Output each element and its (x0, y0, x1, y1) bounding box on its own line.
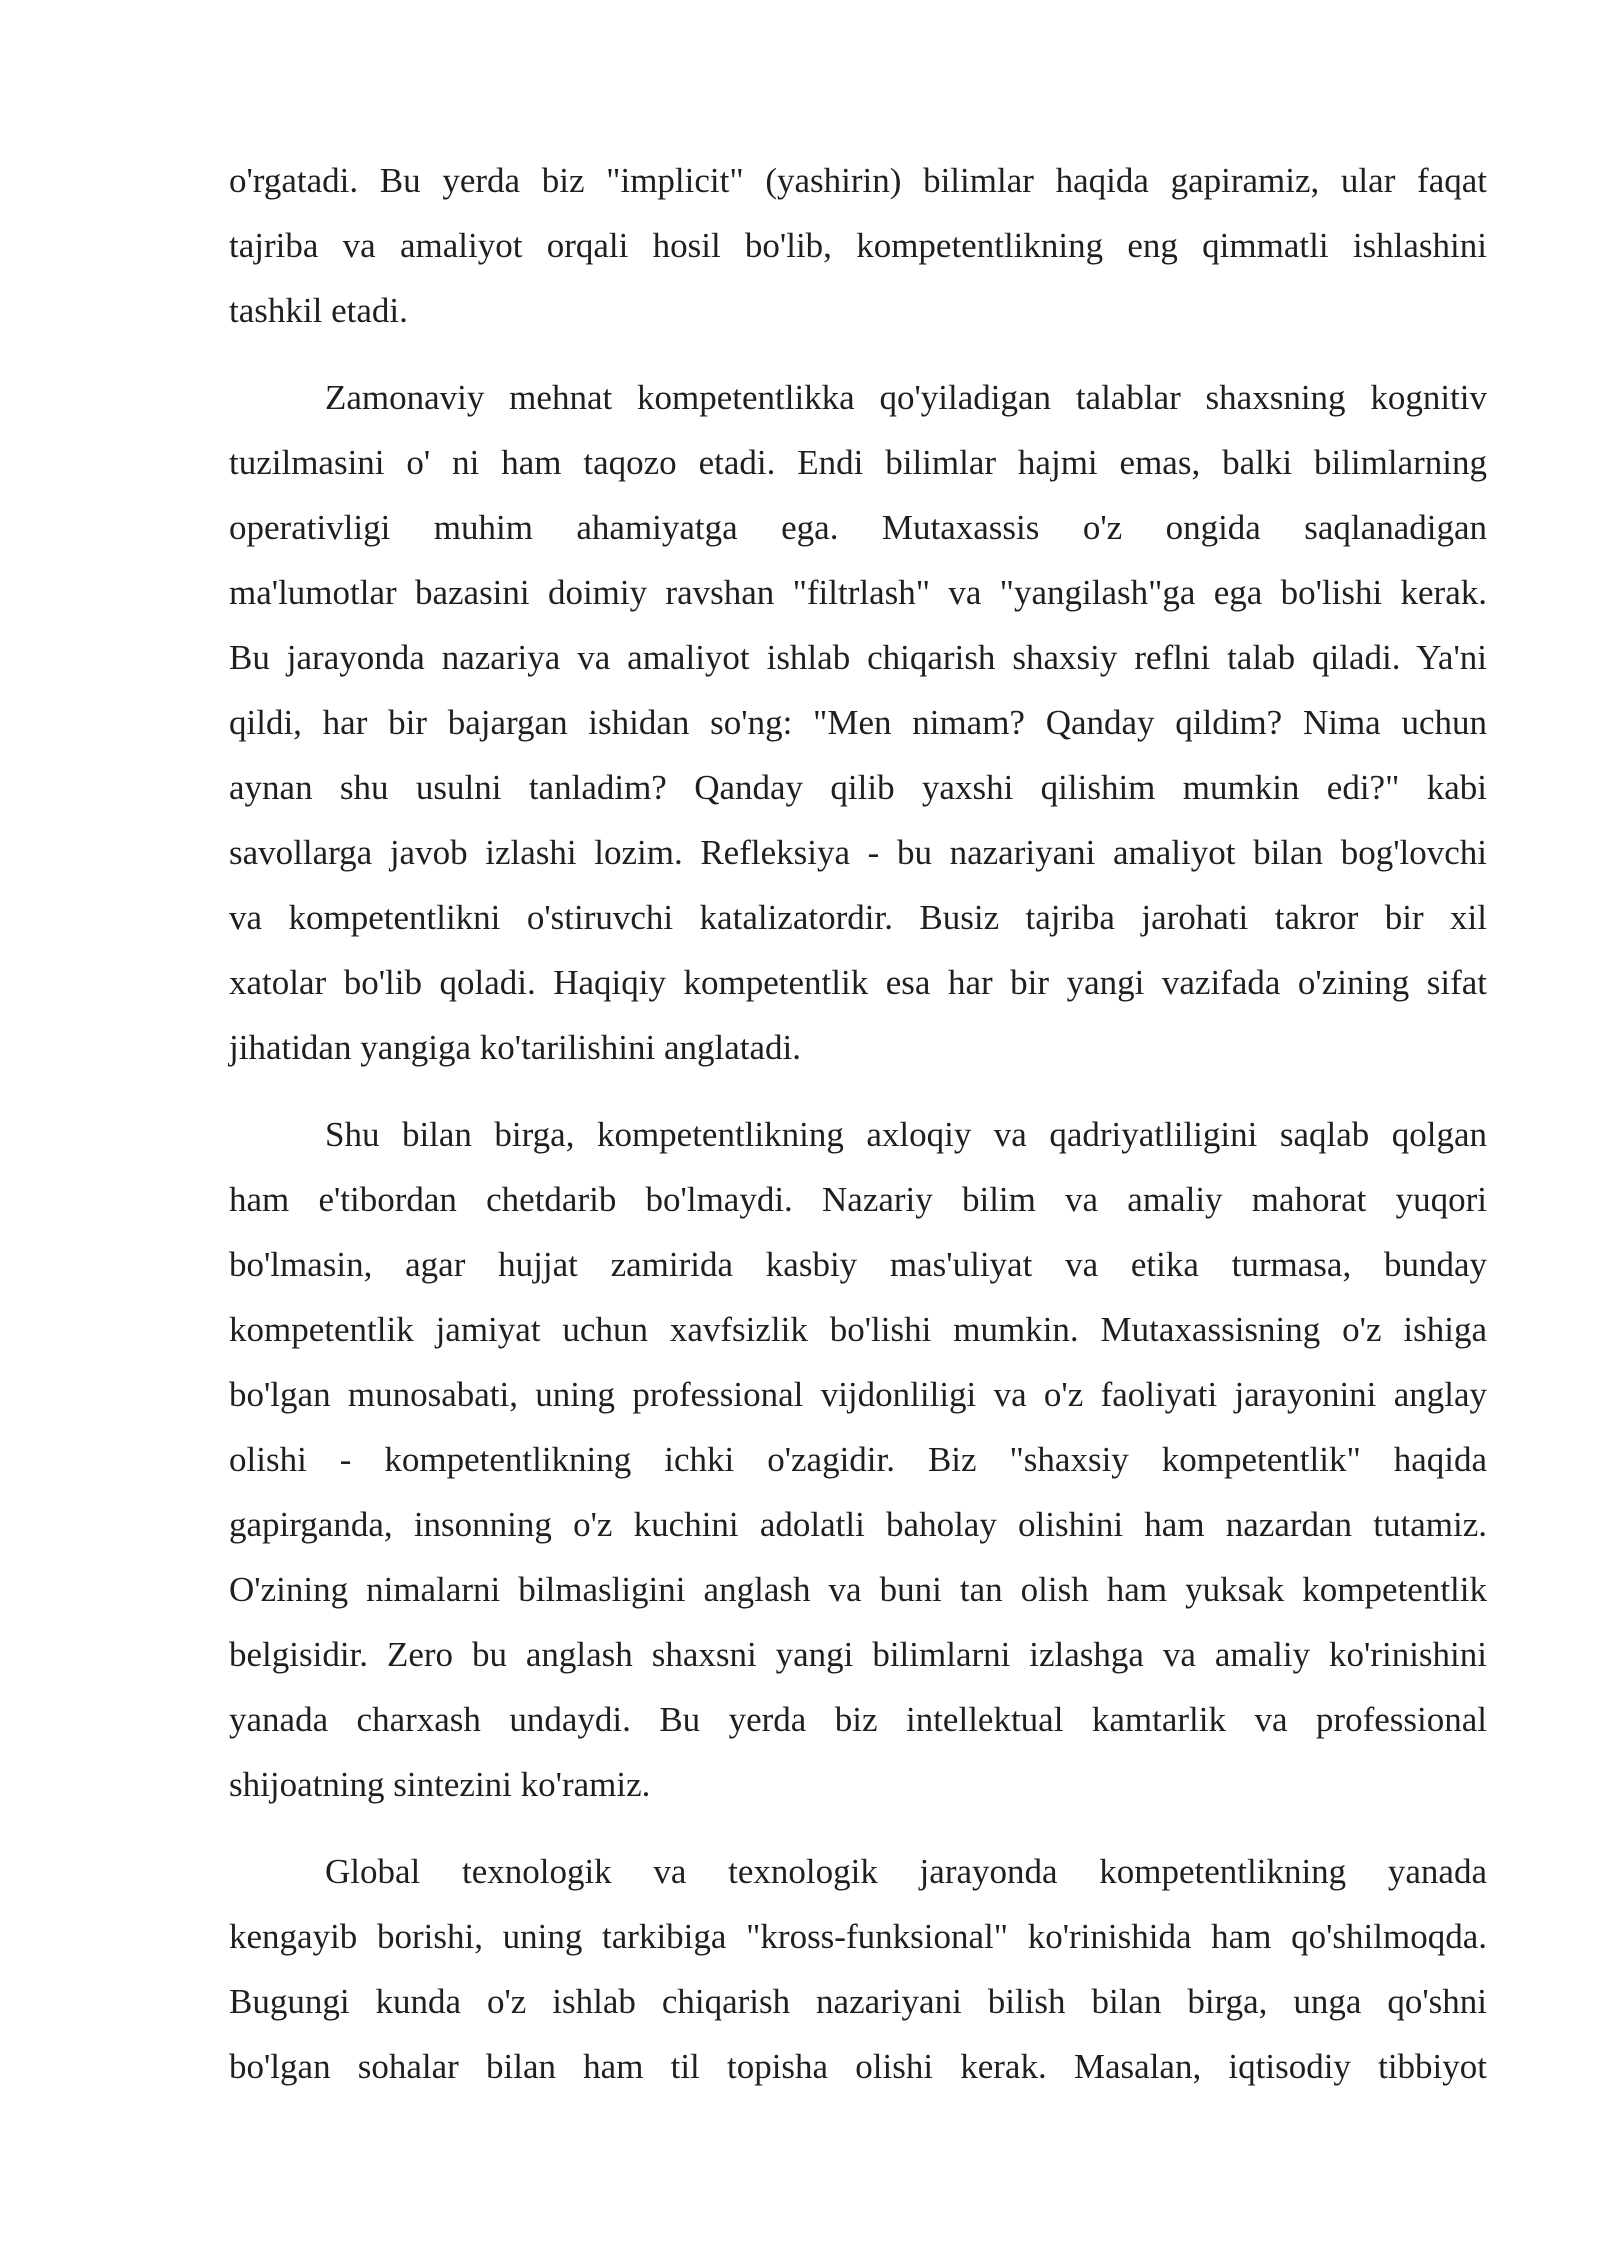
text-line: savollarga javob izlashi lozim. Refleksiya - bu nazariyani amaliyot bilan bog'lovchi (229, 833, 1487, 872)
text-line: Global texnologik va texnologik jarayonda kompetentlikning yanada (325, 1852, 1487, 1891)
text-line: qildi, har bir bajargan ishidan so'ng: "Men nimam? Qanday qildim? Nima uchun (229, 703, 1487, 742)
text-line: Shu bilan birga, kompetentlikning axloqiy va qadriyatliligini saqlab qolgan (325, 1115, 1487, 1154)
text-line: aynan shu usulni tanladim? Qanday qilib yaxshi qilishim mumkin edi?" kabi (229, 768, 1487, 807)
text-line: bo'lgan munosabati, uning professional vijdonliligi va o'z faoliyati jarayonini anglay (229, 1375, 1487, 1414)
text-line: tajriba va amaliyot orqali hosil bo'lib, kompetentlikning eng qimmatli ishlashini (229, 226, 1487, 265)
text-line: ma'lumotlar bazasini doimiy ravshan "filtrlash" va "yangilash"ga ega bo'lishi kerak. (229, 573, 1487, 612)
text-line: kompetentlik jamiyat uchun xavfsizlik bo'lishi mumkin. Mutaxassisning o'z ishiga (229, 1310, 1487, 1349)
text-line: o'rgatadi. Bu yerda biz "implicit" (yashirin) bilimlar haqida gapiramiz, ular faqat (229, 161, 1487, 200)
paragraph-2 (229, 365, 1487, 1080)
text-line: yanada charxash undaydi. Bu yerda biz intellektual kamtarlik va professional (229, 1700, 1487, 1739)
text-line: jihatidan yangiga ko'tarilishini anglatadi. (229, 1028, 801, 1067)
text-line: olishi - kompetentlikning ichki o'zagidir. Biz "shaxsiy kompetentlik" haqida (229, 1440, 1487, 1479)
text-line: bo'lmasin, agar hujjat zamirida kasbiy mas'uliyat va etika turmasa, bunday (229, 1245, 1487, 1284)
text-line: Bugungi kunda o'z ishlab chiqarish nazariyani bilish bilan birga, unga qo'shni (229, 1982, 1487, 2021)
paragraph-1 (229, 148, 1487, 343)
body-text (229, 148, 1487, 2121)
text-line: bo'lgan sohalar bilan ham til topisha olishi kerak. Masalan, iqtisodiy tibbiyot (229, 2047, 1487, 2086)
text-line: gapirganda, insonning o'z kuchini adolatli baholay olishini ham nazardan tutamiz. (229, 1505, 1487, 1544)
text-line: xatolar bo'lib qoladi. Haqiqiy kompetentlik esa har bir yangi vazifada o'zining sifat (229, 963, 1487, 1002)
text-line: Zamonaviy mehnat kompetentlikka qo'yiladigan talablar shaxsning kognitiv (325, 378, 1487, 417)
text-line: belgisidir. Zero bu anglash shaxsni yangi bilimlarni izlashga va amaliy ko'rinishini (229, 1635, 1487, 1674)
text-line: operativligi muhim ahamiyatga ega. Mutaxassis o'z ongida saqlanadigan (229, 508, 1487, 547)
text-line: Bu jarayonda nazariya va amaliyot ishlab chiqarish shaxsiy reflni talab qiladi. Ya'ni (229, 638, 1487, 677)
text-line: shijoatning sintezini ko'ramiz. (229, 1765, 651, 1804)
text-line: tashkil etadi. (229, 291, 408, 330)
paragraph-3 (229, 1102, 1487, 1817)
text-line: O'zining nimalarni bilmasligini anglash va buni tan olish ham yuksak kompetentlik (229, 1570, 1487, 1609)
text-line: kengayib borishi, uning tarkibiga "kross-funksional" ko'rinishida ham qo'shilmoqda. (229, 1917, 1487, 1956)
paragraph-4 (229, 1839, 1487, 2099)
text-line: ham e'tibordan chetdarib bo'lmaydi. Nazariy bilim va amaliy mahorat yuqori (229, 1180, 1487, 1219)
text-line: va kompetentlikni o'stiruvchi katalizatordir. Busiz tajriba jarohati takror bir xil (229, 898, 1487, 937)
text-line: tuzilmasini o' ni ham taqozo etadi. Endi bilimlar hajmi emas, balki bilimlarning (229, 443, 1487, 482)
